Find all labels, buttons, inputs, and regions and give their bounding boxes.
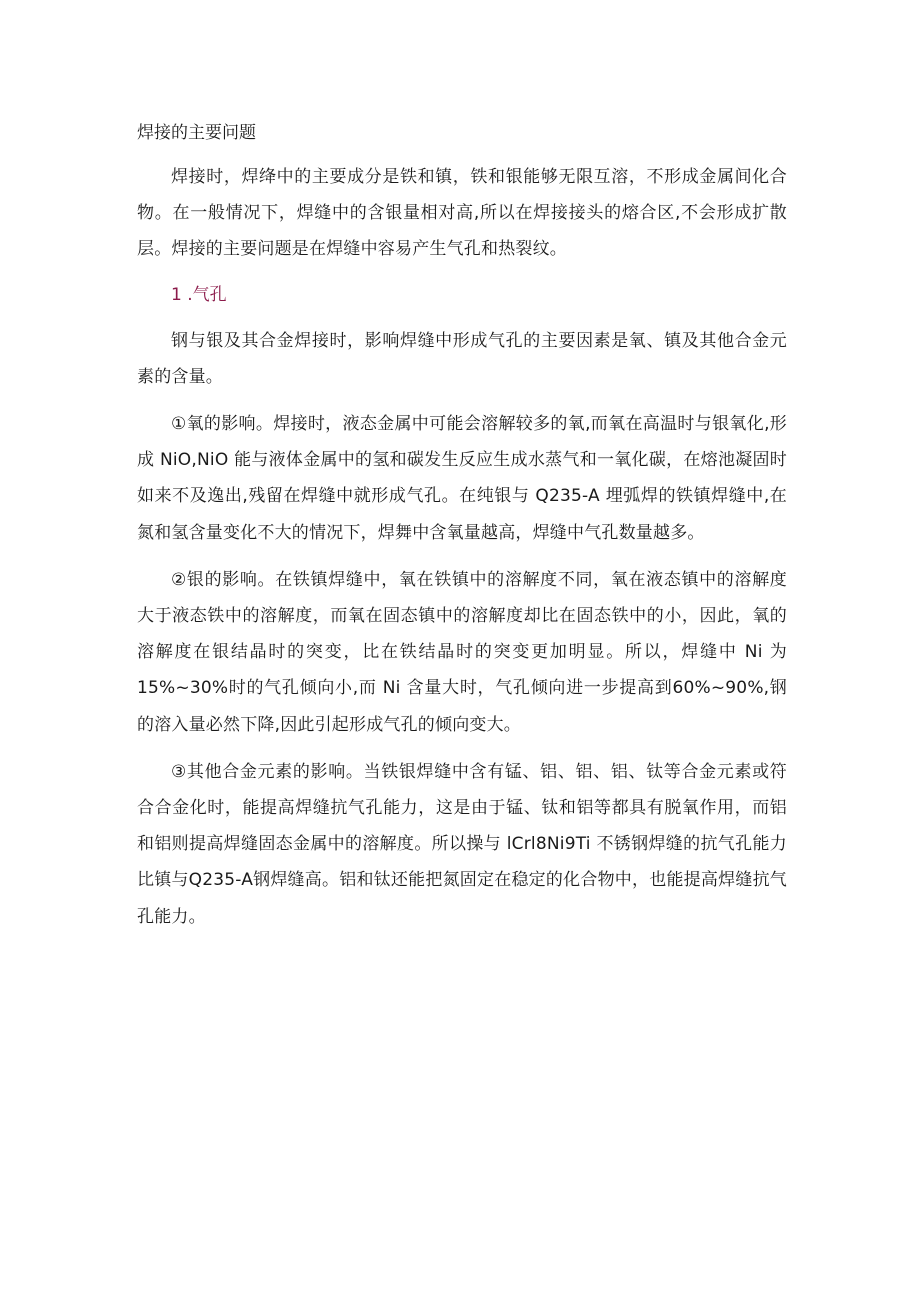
other-alloy-influence-paragraph: ③其他合金元素的影响。当铁银焊缝中含有锰、铝、铝、铝、钛等合金元素或符合合金化时，能提高焊缝抗气孔能力，这是由于锰、钛和铝等都具有脱氧作用，而铝和铝则提高焊缝固态金属中的溶解度。所以操与 lCrl8Ni9Ti 不锈钢焊缝的抗气孔能力比镇与Q235-A钢焊缝高。铝和钛还能把氮固定在稳定的化合物中，也能提高焊缝抗气孔能力。 — [137, 761, 787, 927]
section-lead-paragraph: 钢与银及其合金焊接时，影响焊缝中形成气孔的主要因素是氧、镇及其他合金元素的含量。 — [137, 330, 787, 387]
document-body — [137, 117, 787, 946]
nickel-influence-paragraph: ②银的影响。在铁镇焊缝中，氧在铁镇中的溶解度不同，氧在液态镇中的溶解度大于液态铁中的溶解度，而氧在固态镇中的溶解度却比在固态铁中的小，因此，氧的溶解度在银结晶时的突变，比在铁结晶时的突变更加明显。所以，焊缝中 Ni 为 15%~30%时的气孔倾向小,而 Ni 含量大时，气孔倾向进一步提高到60%~90%,钢的溶入量必然下降,因此引起形成气孔的倾向变大。 — [137, 569, 787, 735]
intro-paragraph: 焊接时，焊绛中的主要成分是铁和镇，铁和银能够无限互溶，不形成金属间化合物。在一般情况下，焊缝中的含银量相对高,所以在焊接接头的熔合区,不会形成扩散层。焊接的主要问题是在焊缝中容易产生气孔和热裂纹。 — [137, 167, 787, 260]
oxygen-influence-paragraph: ①氧的影响。焊接时，液态金属中可能会溶解较多的氧,而氧在高温时与银氧化,形成 NiO,NiO 能与液体金属中的氢和碳发生反应生成水蒸气和一氧化碳，在熔池凝固时如来不及逸出,残留在焊缝中就形成气孔。在纯银与 Q235-A 埋弧焊的铁镇焊缝中,在氮和氢含量变化不大的情况下，焊舞中含氧量越高，焊缝中气孔数量越多。 — [137, 414, 787, 543]
document-title: 焊接的主要问题 — [137, 123, 256, 143]
section-heading-porosity: 1 .气孔 — [171, 284, 227, 305]
